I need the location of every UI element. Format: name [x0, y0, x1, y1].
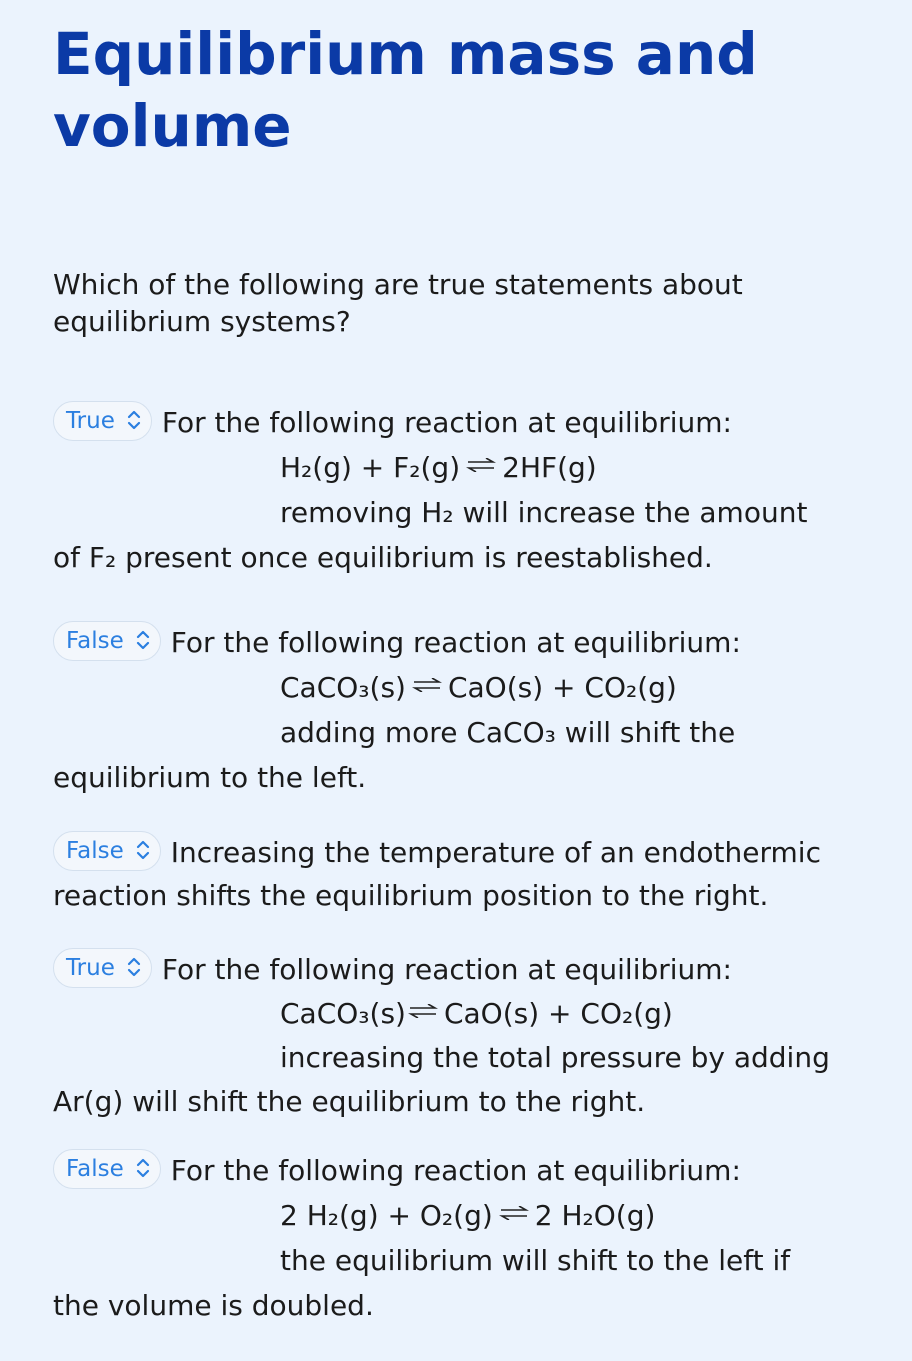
statement-continuation: increasing the total pressure by adding	[280, 1041, 830, 1074]
equilibrium-arrows-icon	[408, 1004, 438, 1018]
page-title: Equilibrium mass and volume	[53, 20, 758, 160]
equation-right: CaO(s) + CO₂(g)	[447, 671, 677, 704]
equation-left: CaCO₃(s)	[280, 671, 406, 704]
answer-select-value: True	[66, 955, 115, 981]
reaction-equation	[53, 992, 853, 1036]
equilibrium-arrows-icon	[412, 678, 442, 692]
chevron-up-down-icon	[127, 956, 141, 978]
answer-select-value: False	[66, 628, 124, 654]
equation-left: CaCO₃(s)	[280, 997, 406, 1030]
statement-item	[53, 948, 853, 1124]
reaction-equation	[53, 665, 853, 710]
statement-lead: For the following reaction at equilibrium:	[170, 1154, 741, 1187]
answer-select[interactable]	[53, 1149, 161, 1189]
statement-item	[53, 1148, 853, 1328]
statement-lead: For the following reaction at equilibrium:	[170, 626, 741, 659]
reaction-equation	[53, 1193, 853, 1238]
equilibrium-arrows-icon	[499, 1206, 529, 1220]
statement-tail: equilibrium to the left.	[53, 761, 367, 794]
equation-left: 2 H₂(g) + O₂(g)	[280, 1199, 493, 1232]
statement-item	[53, 620, 853, 800]
equation-right: 2 H₂O(g)	[534, 1199, 656, 1232]
answer-select-value: True	[66, 408, 115, 434]
equation-right: CaO(s) + CO₂(g)	[443, 997, 673, 1030]
statement-tail: Ar(g) will shift the equilibrium to the right.	[53, 1085, 646, 1118]
chevron-up-down-icon	[127, 409, 141, 431]
statement-lead: For the following reaction at equilibrium:	[161, 953, 732, 986]
statement-tail: the volume is doubled.	[53, 1289, 374, 1322]
chevron-up-down-icon	[136, 839, 150, 861]
statement-continuation: adding more CaCO₃ will shift the	[280, 716, 736, 749]
statement-item	[53, 400, 853, 580]
statement-continuation: removing H₂ will increase the amount	[280, 496, 808, 529]
statement-continuation: the equilibrium will shift to the left if	[280, 1244, 791, 1277]
answer-select[interactable]	[53, 948, 152, 988]
statement-item	[53, 831, 853, 917]
equation-left: H₂(g) + F₂(g)	[280, 451, 461, 484]
answer-select-value: False	[66, 1156, 124, 1182]
question-prompt: Which of the following are true statements about equilibrium systems?	[53, 268, 743, 338]
chevron-up-down-icon	[136, 629, 150, 651]
statement-tail: of F₂ present once equilibrium is reestablished.	[53, 541, 713, 574]
answer-select[interactable]	[53, 401, 152, 441]
answer-select[interactable]	[53, 621, 161, 661]
answer-select-value: False	[66, 838, 124, 864]
statement-lead: Increasing the temperature of an endothermic	[170, 836, 821, 869]
chevron-up-down-icon	[136, 1157, 150, 1179]
statement-lead: For the following reaction at equilibrium:	[161, 406, 732, 439]
statement-tail: reaction shifts the equilibrium position to the right.	[53, 879, 769, 912]
answer-select[interactable]	[53, 831, 161, 871]
equilibrium-arrows-icon	[466, 458, 496, 472]
reaction-equation	[53, 445, 853, 490]
equation-right: 2HF(g)	[502, 451, 597, 484]
